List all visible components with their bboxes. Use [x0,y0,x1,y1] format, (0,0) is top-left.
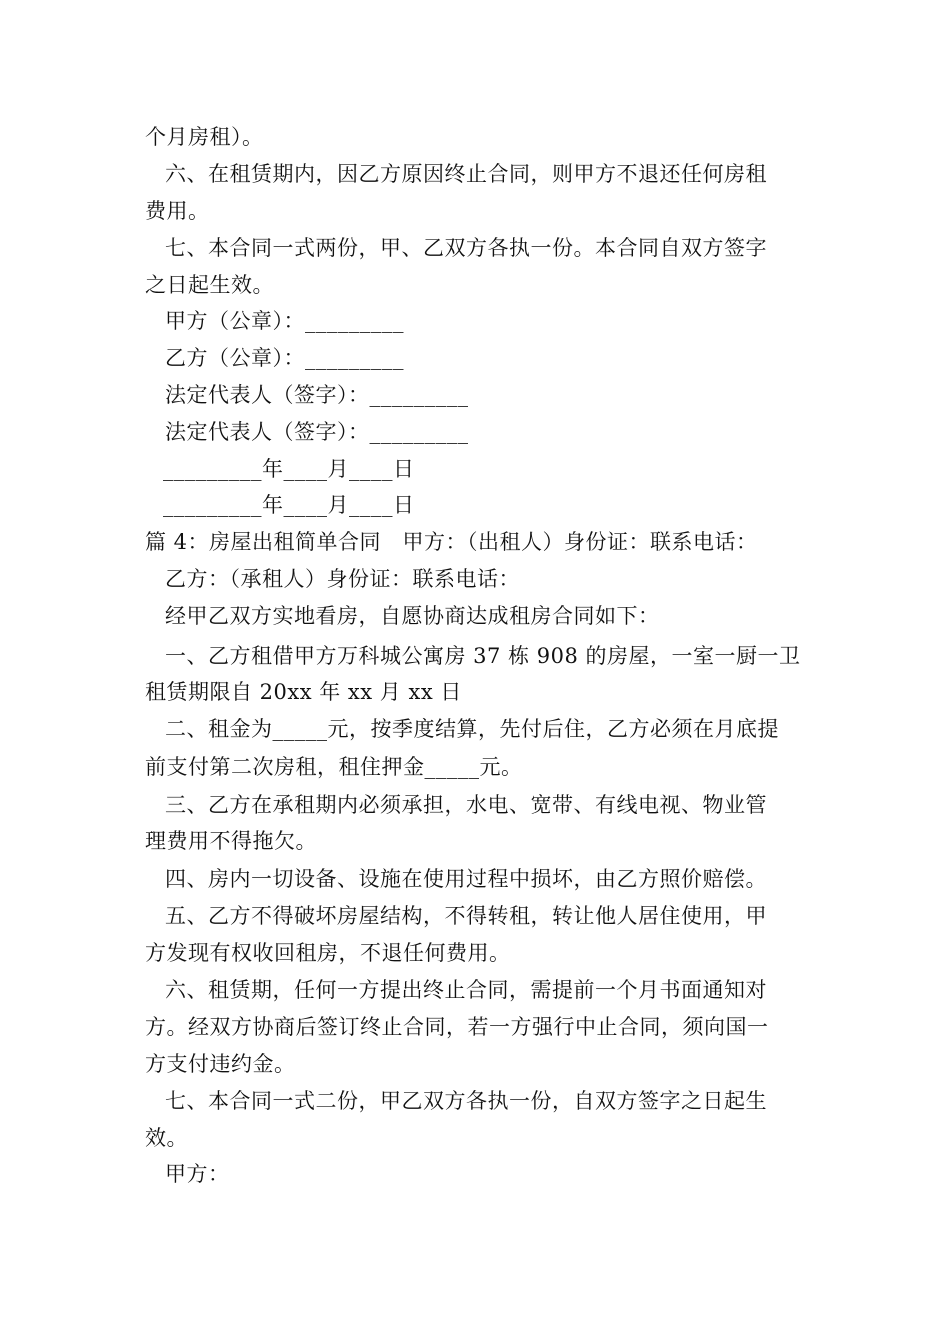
party-a-signature-label: 甲方： [165,1162,230,1186]
text-line: 方。经双方协商后签订终止合同，若一方强行中止合同，须向国一 [145,1015,769,1039]
party-b-seal-line: 乙方（公章）：_________ [165,346,404,370]
text-line: 费用。 [145,199,210,223]
party-b-line: 乙方：（承租人）身份证：联系电话： [165,567,520,591]
text-line: 个月房租）。 [145,125,264,149]
paragraph-clause-7: 七、本合同一式两份，甲、乙双方各执一份。本合同自双方签字 [165,236,767,260]
text-line: 租赁期限自 20xx 年 xx 月 xx 日 [145,680,462,704]
date-line: _________年____月____日 [163,493,415,517]
paragraph-clause-7b: 七、本合同一式二份，甲乙双方各执一份，自双方签字之日起生 [165,1089,767,1113]
party-a-seal-line: 甲方（公章）：_________ [165,309,404,333]
text-line: 理费用不得拖欠。 [145,829,317,853]
section-heading: 篇 4：房屋出租简单合同 甲方：（出租人）身份证：联系电话： [145,530,758,554]
date-line: _________年____月____日 [163,457,415,481]
legal-rep-signature-line: 法定代表人（签字）：_________ [165,420,469,444]
paragraph-clause-2: 二、租金为_____元，按季度结算，先付后住，乙方必须在月底提 [165,717,779,741]
paragraph-clause-6: 六、在租赁期内，因乙方原因终止合同，则甲方不退还任何房租 [165,162,767,186]
text-line: 之日起生效。 [145,273,274,297]
text-line: 方发现有权收回租房，不退任何费用。 [145,941,511,965]
paragraph-clause-5: 五、乙方不得破坏房屋结构，不得转租，转让他人居住使用，甲 [165,904,767,928]
text-line: 方支付违约金。 [145,1052,296,1076]
legal-rep-signature-line: 法定代表人（签字）：_________ [165,383,469,407]
paragraph-clause-1: 一、乙方租借甲方万科城公寓房 37 栋 908 的房屋，一室一厨一卫 [165,644,801,668]
paragraph-clause-4: 四、房内一切设备、设施在使用过程中损坏，由乙方照价赔偿。 [165,867,767,891]
text-line: 效。 [145,1126,188,1150]
intro-paragraph: 经甲乙双方实地看房，自愿协商达成租房合同如下： [165,604,660,628]
paragraph-clause-3: 三、乙方在承租期内必须承担，水电、宽带、有线电视、物业管 [165,793,767,817]
paragraph-clause-6b: 六、租赁期，任何一方提出终止合同，需提前一个月书面通知对 [165,978,767,1002]
text-line: 前支付第二次房租，租住押金_____元。 [145,755,523,779]
